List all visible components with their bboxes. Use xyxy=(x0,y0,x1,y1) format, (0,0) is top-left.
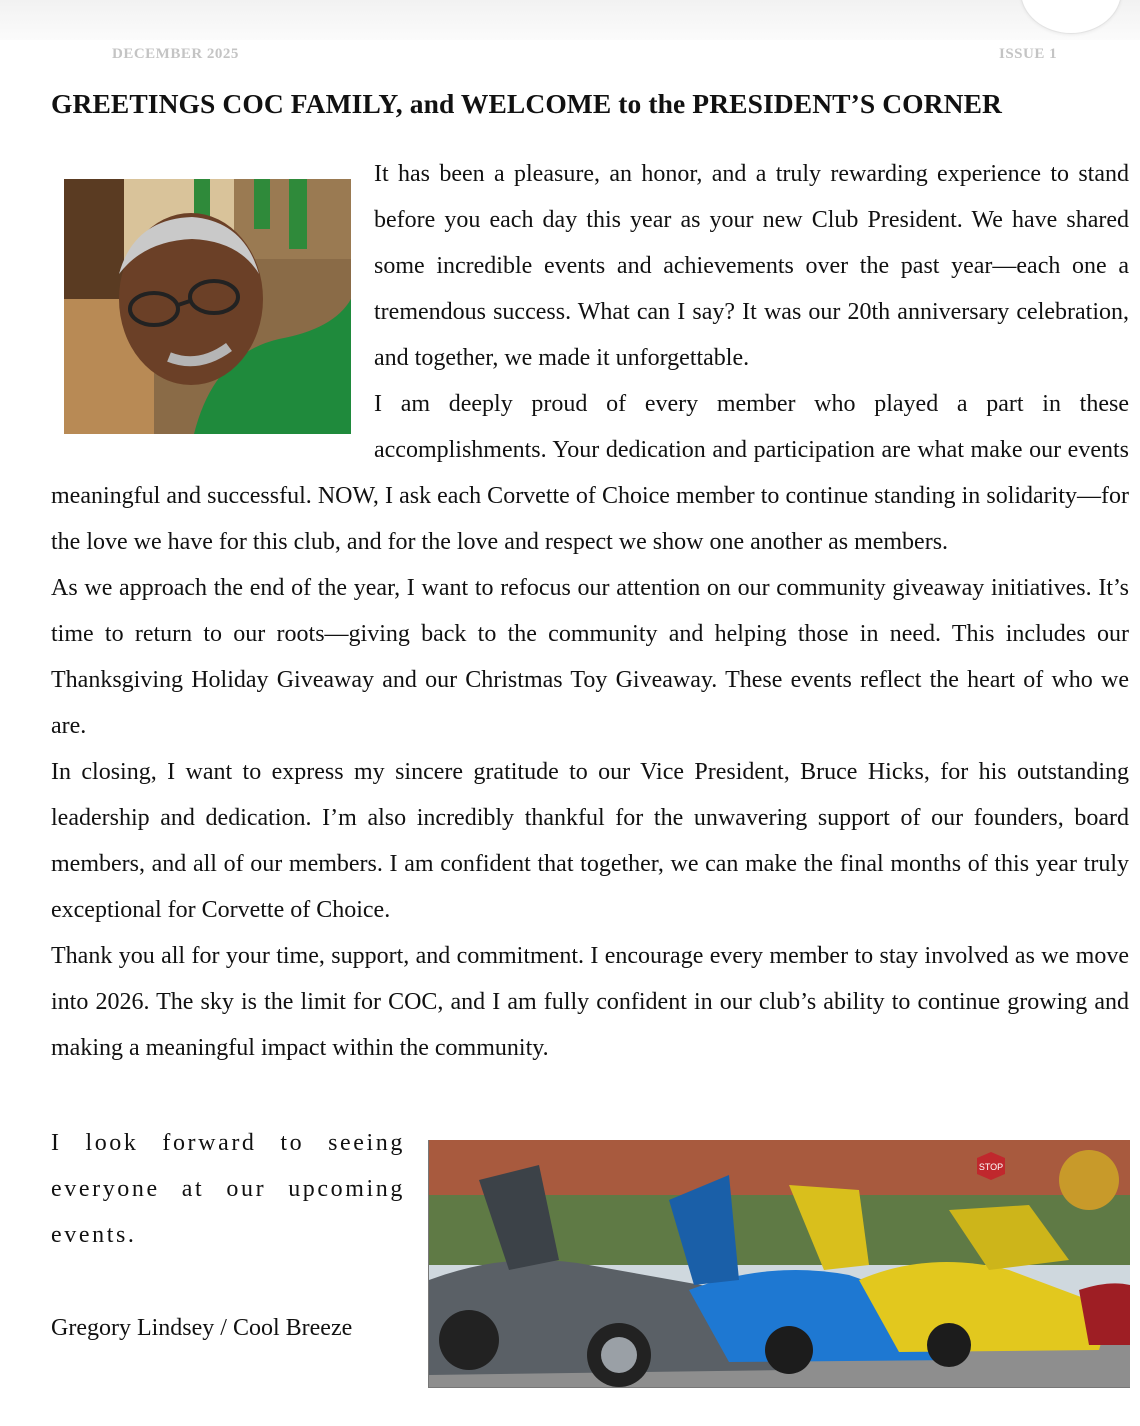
paragraph-intro: It has been a pleasure, an honor, and a truly rewarding experience to stand before you each day this year as your new Club President. We have shared some incredible events and achievements over the past year—each one a tremendous success. What can I say? It was our 20th anniversary celebration, and together, we made it unforgettable. xyxy=(374,161,1129,371)
portrait-illustration xyxy=(64,179,351,434)
issue-number: ISSUE 1 xyxy=(999,46,1058,62)
stop-sign-text: STOP xyxy=(978,1162,1004,1172)
paragraph-gratitude: In closing, I want to express my sincere gratitude to our Vice President, Bruce Hicks, for his outstanding leadership and dedication. I’m also incredibly thankful for the unwavering support of our founders, board members, and all of our members. I am confident that together, we can make the final months of this year truly exceptional for Corvette of Choice. xyxy=(51,759,1129,923)
paragraph-thanks: Thank you all for your time, support, and commitment. I encourage every member to stay involved as we move into 2026. The sky is the limit for COC, and I am fully confident in our club’s ability to continue growing and making a meaningful impact within the community. xyxy=(51,943,1129,1061)
cars-illustration xyxy=(429,1140,1130,1387)
page-title: GREETINGS COC FAMILY, and WELCOME to the PRESIDENT’S CORNER xyxy=(51,88,1002,119)
issue-date: DECEMBER 2025 xyxy=(112,46,239,62)
closing-paragraph: I look forward to seeing everyone at our upcoming events. xyxy=(51,1130,405,1248)
paragraph-pride: I am deeply proud of every member who played a part in these accomplishments. Your dedication and participation are what make our events meaningful and successful. NOW, I ask each Corvette of Choice member to continue standing in solidarity—for the love we have for this club, and for the love and respect we show one another as members. xyxy=(51,391,1129,555)
president-portrait-image xyxy=(64,179,351,434)
signature: Gregory Lindsey / Cool Breeze xyxy=(51,1315,353,1341)
closing-note xyxy=(51,1120,405,1258)
corvettes-image xyxy=(428,1140,1130,1388)
top-band xyxy=(0,0,1140,40)
paragraph-giveaway: As we approach the end of the year, I want to refocus our attention on our community giveaway initiatives. It’s time to return to our roots—giving back to the community and helping those in need. This includes our Thanksgiving Holiday Giveaway and our Christmas Toy Giveaway. These events reflect the heart of who we are. xyxy=(51,575,1129,739)
